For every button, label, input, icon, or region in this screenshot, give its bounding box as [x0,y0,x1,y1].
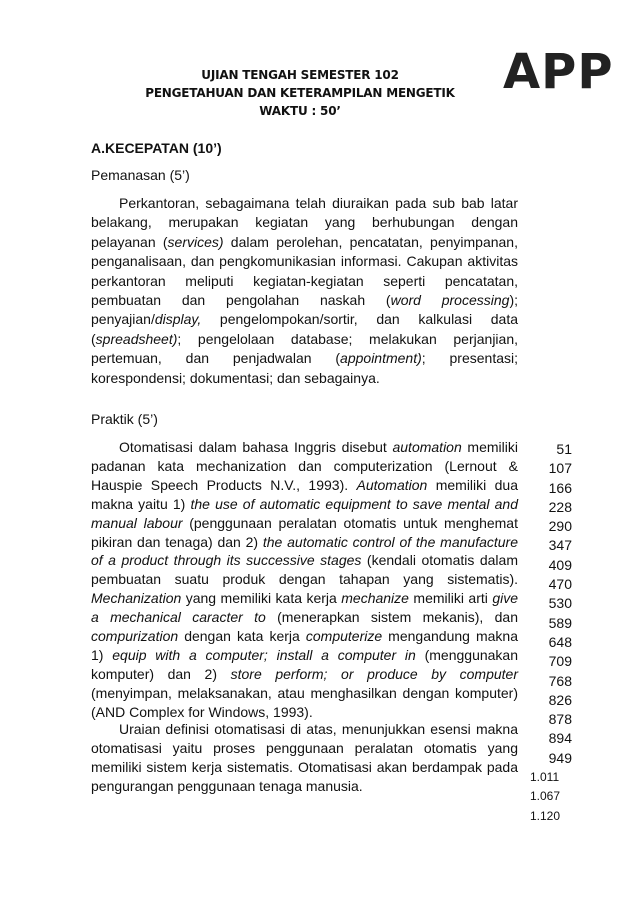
logo [503,44,638,100]
word-count: 530 [548,595,572,612]
word-count: 768 [548,672,572,689]
word-count: 347 [548,537,572,554]
text-run: (penggunaan peralatan otomatis untuk menghemat pikiran dan tenaga) dan 2) [91,514,518,550]
italic-term: spreadsheet) [95,330,178,347]
word-count: 107 [548,460,572,477]
text-run: (menerapkan sistem mekanis), dan [265,609,518,626]
word-count: 51 [556,441,572,457]
word-count: 470 [548,576,572,593]
word-count: 166 [548,479,572,496]
italic-term: the use of automatic equipment to save mental and manual labour [91,495,518,531]
italic-term: appointment) [340,350,422,367]
italic-term: Mechanization [91,590,182,607]
word-count: 1.120 [530,808,561,823]
italic-term: computerize [305,628,383,645]
italic-term: Automation [356,476,428,493]
italic-term: compurization [91,628,179,645]
italic-term: give a mechanical caracter to [91,590,518,626]
text-run: memiliki dua makna yaitu 1) [91,476,518,512]
text-run: dalam perolehan, pencatatan, penyimpanan, penganalisaan, dan pengkomunikasian informasi. Cakupan aktivitas perkantoran meliputi kegiatan-kegiatan seperti pencatatan, pembuatan dan pengolahan naskah ( [91,233,518,309]
italic-term: equip with a computer; install a computer in [112,646,416,663]
italic-term: services) [167,233,224,250]
word-count: 1.067 [530,789,561,804]
italic-term: the automatic control of the manufacture of a product through its successive stages [91,533,518,569]
logo-text: APP [503,44,614,100]
word-count: 228 [548,498,572,515]
text-run: ; pengelolaan database; melakukan perjanjian, pertemuan, dan penjadwalan ( [91,330,518,367]
text-run: dengan kata kerja [178,628,306,645]
word-count: 290 [548,518,572,535]
italic-term: display, [154,311,202,328]
text-run: memiliki padanan kata mechanization dan computerization (Lernout & Hauspie Speech Products N.V., 1993). [91,439,518,493]
word-count: 589 [548,614,572,631]
text-run: ); penyajian/ [91,292,518,328]
praktik-paragraph-2 [91,720,518,796]
word-count: 1.011 [530,770,560,785]
exam-duration: WAKTU : 50’ [259,104,341,118]
text-run: (menggunakan komputer) dan 2) [91,646,519,682]
text-run: yang memiliki kata kerja [181,590,342,607]
italic-term: mechanize [341,590,409,607]
word-count: 409 [548,556,572,573]
praktik-paragraph-1 [91,438,518,722]
pemanasan-paragraph [91,194,518,388]
word-count: 648 [548,633,572,650]
italic-term: automation [392,439,462,455]
text-run: ; presentasi; korespondensi; dokumentasi; dan sebagainya. [91,350,518,386]
text-run: Perkantoran, sebagaimana telah diuraikan pada sub bab latar belakang, merupakan kegiatan yang berhubungan dengan pelayanan ( [91,195,518,250]
text-run: Uraian definisi otomatisasi di atas, menunjukkan esensi makna otomatisasi yaitu proses penggunaan peralatan otomatis yang memiliki sistem kerja sistematis. Otomatisasi akan berdampak pada pengurangan penggunaan tenaga manusia. [91,721,518,794]
text-run: Otomatisasi dalam bahasa Inggris disebut [119,439,393,455]
word-count-column [522,440,572,826]
text-run: mengandung makna 1) [91,628,518,663]
word-count: 709 [548,653,572,670]
word-count: 878 [548,711,572,728]
pemanasan-label: Pemanasan (5’) [91,167,190,183]
praktik-label: Praktik (5’) [91,411,158,427]
section-title: A.KECEPATAN (10’) [91,140,222,156]
text-run: (menyimpan, melaksanakan, atau menghasilkan dengan komputer) (AND Complex for Windows, 1993). [91,684,518,720]
italic-term: store perform; or produce by computer [230,665,518,682]
word-count: 826 [548,691,572,708]
text-run: memiliki arti [408,590,493,607]
exam-subject: PENGETAHUAN DAN KETERAMPILAN MENGETIK [145,86,455,100]
italic-term: word processing [390,292,510,309]
text-run: pengelompokan/sortir, dan kalkulasi data ( [91,311,518,347]
word-count: 894 [548,730,572,747]
word-count: 949 [548,749,572,766]
text-run: (kendali otomatis dalam pembuatan suatu produk dengan tahapan yang sistematis). [91,552,518,588]
exam-title: UJIAN TENGAH SEMESTER 102 [201,68,399,82]
